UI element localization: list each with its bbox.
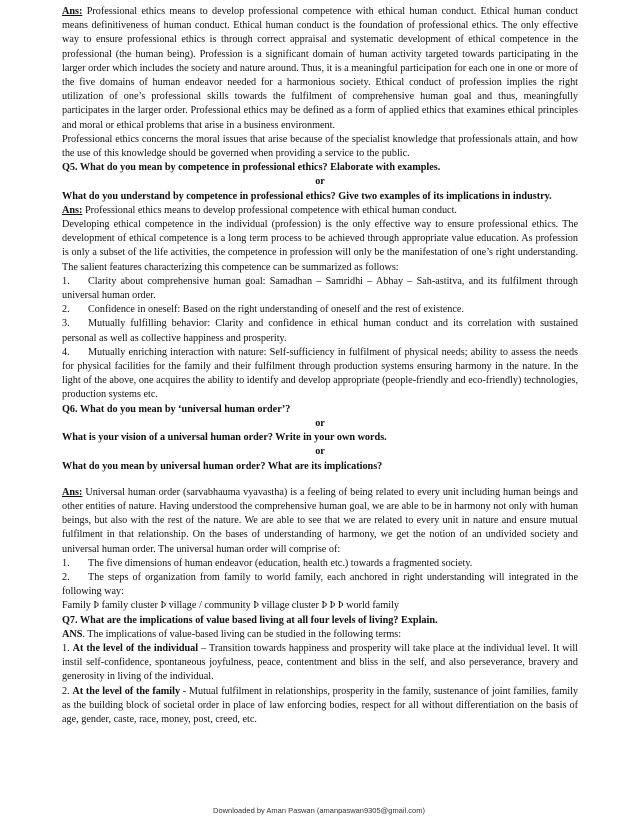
answer-label: ANS (62, 628, 83, 640)
answer-paragraph: Ans: Professional ethics means to develop professional competence with ethical human conduct. Ethical human conduct means definitiveness of human conduct. Ethical human conduct is the foundation of professional ethics. The only effective way to ensure professional ethics is through correct appraisal and systematic development of ethical competence in the professional (the human being). Profession is a significant domain of human activity targeted towards participating in the larger order which includes the society and nature around. Thus, it is a meaningful participation for each one in one or more of the five domains of human endeavor needed for a harmonious society. Ethical conduct of profession implies the right utilization of one’s professional skills towards the fulfilment of comprehensive human goal and thus, meaningfully participates in the larger order. Professional ethics may be defined as a form of applied ethics that examines ethical principles and moral or ethical problems that arise in a business environment. (62, 6, 578, 131)
answer-label: Ans: (62, 486, 83, 498)
paragraph: Developing ethical competence in the individual (profession) is the only effective way to ensure professional ethics. The development of ethical competence is a long term process to be achieved through appropriate value education. As profession is only a subset of the life activities, the competence in profession will only be the manifestation of one’s right understanding. The salient features characterizing this competence can be summarized as follows: (62, 219, 578, 273)
question-alt: What do you understand by competence in professional ethics? Give two examples of its implications in industry. (62, 190, 552, 202)
organization-chain: Family Þ family cluster Þ village / community Þ village cluster Þ Þ Þ world family (62, 600, 400, 612)
spacer (62, 474, 578, 486)
question-alt: What do you mean by universal human order? What are its implications? (62, 460, 383, 472)
list-item: 1. The five dimensions of human endeavor (education, health etc.) towards a fragmented society. (62, 557, 473, 569)
question-q7: Q7. What are the implications of value based living at all four levels of living? Explain. (62, 614, 438, 626)
download-footer: Downloaded by Aman Paswan (amanpaswan9305@gmail.com) (213, 806, 425, 815)
or-separator: or (315, 417, 325, 429)
answer-paragraph: ANS. The implications of value-based living can be studied in the following terms: (62, 628, 402, 640)
list-item: 1. At the level of the individual – Transition towards happiness and prosperity will take place at the individual level. It will instil self-confidence, spontaneous joyfulness, peace, contentment and bliss in the self, and also perseverance, bravery and generosity in living of the individual. (62, 642, 578, 683)
list-item: 1. Clarity about comprehensive human goal: Samadhan – Samridhi – Abhay – Sah-astitva, and its fulfilment through universal human order. (62, 275, 578, 302)
or-separator: or (315, 176, 325, 188)
list-item: 4. Mutually enriching interaction with nature: Self-sufficiency in fulfilment of physical needs; ability to assess the needs for physical facilities for the family and their fulfilment through production systems ensuring harmony in the nature. In the light of the above, one acquires the ability to identify and develop appropriate (people-friendly and eco-friendly) technologies, production systems etc. (62, 346, 578, 401)
answer-label: Ans: (62, 204, 83, 216)
list-item: 2. The steps of organization from family to world family, each anchored in right understanding will integrated in the following way: (62, 571, 578, 598)
answer-paragraph: Ans: Professional ethics means to develop professional competence with ethical human conduct. (62, 204, 457, 216)
list-item: 2. Confidence in oneself: Based on the right understanding of oneself and the rest of existence. (62, 304, 464, 316)
question-q5: Q5. What do you mean by competence in professional ethics? Elaborate with examples. (62, 162, 441, 174)
list-item: 2. At the level of the family - Mutual fulfilment in relationships, prosperity in the family, sustenance of joint families, family as the building block of societal order in place of law enforcing bodies, respect for all without differentiation on the basis of age, gender, caste, race, money, post, creed, etc. (62, 685, 578, 725)
answer-label: Ans: (62, 6, 83, 17)
or-separator: or (315, 446, 325, 458)
paragraph: Professional ethics concerns the moral issues that arise because of the specialist knowledge that professionals attain, and how the use of this knowledge should be governed when providing a service to the public. (62, 133, 578, 160)
question-q6: Q6. What do you mean by ‘universal human order’? (62, 403, 291, 415)
question-alt: What is your vision of a universal human order? Write in your own words. (62, 432, 387, 444)
answer-paragraph: Ans: Universal human order (sarvabhauma vyavastha) is a feeling of being related to every unit including human beings and other entities of nature. Having understood the comprehensive human goal, we are able to be in harmony not only with human beings, but also with the rest of the nature. We are able to see that we are related to every unit in nature and ensure mutual fulfilment in that relationship. On the bases of understanding of harmony, we get the notion of an undivided society and universal human order. The universal human order will comprise of: (62, 486, 578, 555)
list-item: 3. Mutually fulfilling behavior: Clarity and confidence in ethical human conduct and its correlation with sustained personal as well as collective happiness and prosperity. (62, 318, 578, 344)
